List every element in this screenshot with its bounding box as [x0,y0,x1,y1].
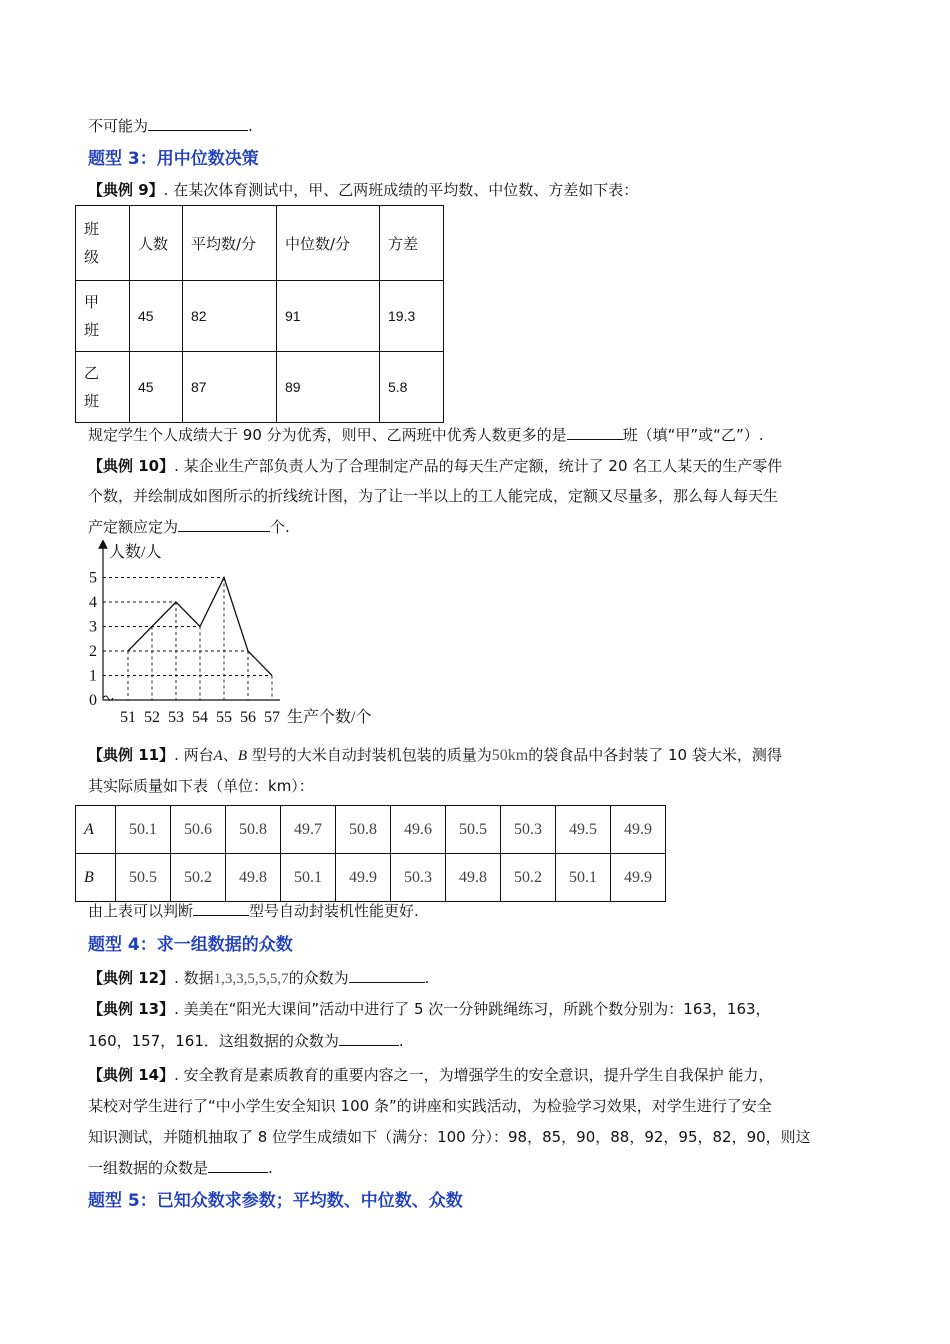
answer-blank[interactable] [178,515,270,532]
section-title-3: 题型 3：用中位数决策 [88,149,259,169]
example-11-line2: 其实际质量如下表（单位：km）： [88,777,314,795]
example-14-line4: 一组数据的众数是 . [88,1156,273,1179]
y-tick-label: 3 [89,618,97,636]
y-tick-label: 4 [89,594,97,611]
header-count: 人数 [130,206,183,281]
intro-line: 不可能为 . [88,114,253,137]
table-row: B 50.5 50.2 49.8 50.1 49.9 50.3 49.8 50.2 50.1 49.9 [76,854,666,902]
example-12: 【典例 12】. 数据1,3,3,5,5,5,7的众数为 . [88,966,429,990]
answer-blank[interactable] [339,1029,399,1046]
example-14-line3: 知识测试，并随机抽取了 8 位学生成绩如下（满分：100 分）：98，85，90，88，92，95，82，90，则这 [88,1128,811,1146]
answer-blank[interactable] [193,899,249,916]
header-variance: 方差 [380,206,444,281]
example-10-line3: 产定额应定为 个. [88,515,290,538]
example-11-question: 由上表可以判断 型号自动封装机性能更好. [88,899,419,922]
header-median: 中位数/分 [277,206,380,281]
example-10-line2: 个数，并绘制成如图所示的折线统计图，为了让一半以上的工人能完成，定额又尽量多，那么每人每天生 [88,487,779,505]
section-title-4: 题型 4：求一组数据的众数 [88,935,293,955]
answer-blank[interactable] [148,114,248,131]
header-class: 班 级 [76,206,130,281]
answer-blank[interactable] [208,1156,268,1173]
x-tick-label: 52 [144,709,160,726]
answer-blank[interactable] [567,423,623,440]
example-14-line2: 某校对学生进行了“中小学生安全知识 100 条”的讲座和实践活动，为检验学习效果，对学生进行了安全 [88,1097,772,1115]
x-tick-label: 53 [168,709,184,726]
chart-marks [128,577,272,675]
example-9-prompt: 【典例 9】. 在某次体育测试中，甲、乙两班成绩的平均数、中位数、方差如下表： [88,181,639,199]
line-chart [82,540,402,730]
mass-table [75,805,666,902]
example-9-question: 规定学生个人成绩大于 90 分为优秀，则甲、乙两班中优秀人数更多的是 班（填“甲”或“乙”）. [88,423,764,446]
chart-labels [89,543,371,726]
x-tick-label: 56 [240,709,256,726]
x-tick-label: 55 [216,709,232,726]
example-13-line1: 【典例 13】. 美美在“阳光大课间”活动中进行了 5 次一分钟跳绳练习，所跳个数分别为：163，163， [88,1000,771,1018]
example-10-line1: 【典例 10】. 某企业生产部负责人为了合理制定产品的每天生产定额，统计了 20 名工人某天的生产零件 [88,457,783,475]
y-tick-label: 5 [89,569,97,587]
class-score-table [75,205,444,423]
example-14-line1: 【典例 14】. 安全教育是素质教育的重要内容之一，为增强学生的安全意识，提升学生自我保护 能力， [88,1066,774,1084]
example-13-line2: 160，157，161．这组数据的众数为 . [88,1029,404,1052]
x-tick-label: 57 [264,709,280,726]
table-row: 甲 班 45 82 91 19.3 [76,281,444,352]
table-row: 乙 班 45 87 89 5.8 [76,352,444,423]
x-tick-label: 54 [192,709,208,726]
y-tick-label: 1 [89,667,97,685]
example-11-line1: 【典例 11】. 两台A、B 型号的大米自动封装机包装的质量为50km的袋食品中各封装了 10 袋大米，测得 [88,746,782,764]
header-mean: 平均数/分 [183,206,277,281]
y-axis-label: 人数/人 [109,544,162,561]
table-row: A 50.1 50.6 50.8 49.7 50.8 49.6 50.5 50.3 49.5 49.9 [76,806,666,854]
table-header-row [76,206,444,281]
section-title-5: 题型 5：已知众数求参数；平均数、中位数、众数 [88,1191,463,1211]
y-tick-label: 0 [89,692,97,709]
x-axis-label: 生产个数/个 [287,709,372,726]
x-tick-label: 51 [120,709,136,726]
answer-blank[interactable] [349,966,425,983]
guide-lines [103,578,272,701]
y-tick-label: 2 [89,643,97,660]
